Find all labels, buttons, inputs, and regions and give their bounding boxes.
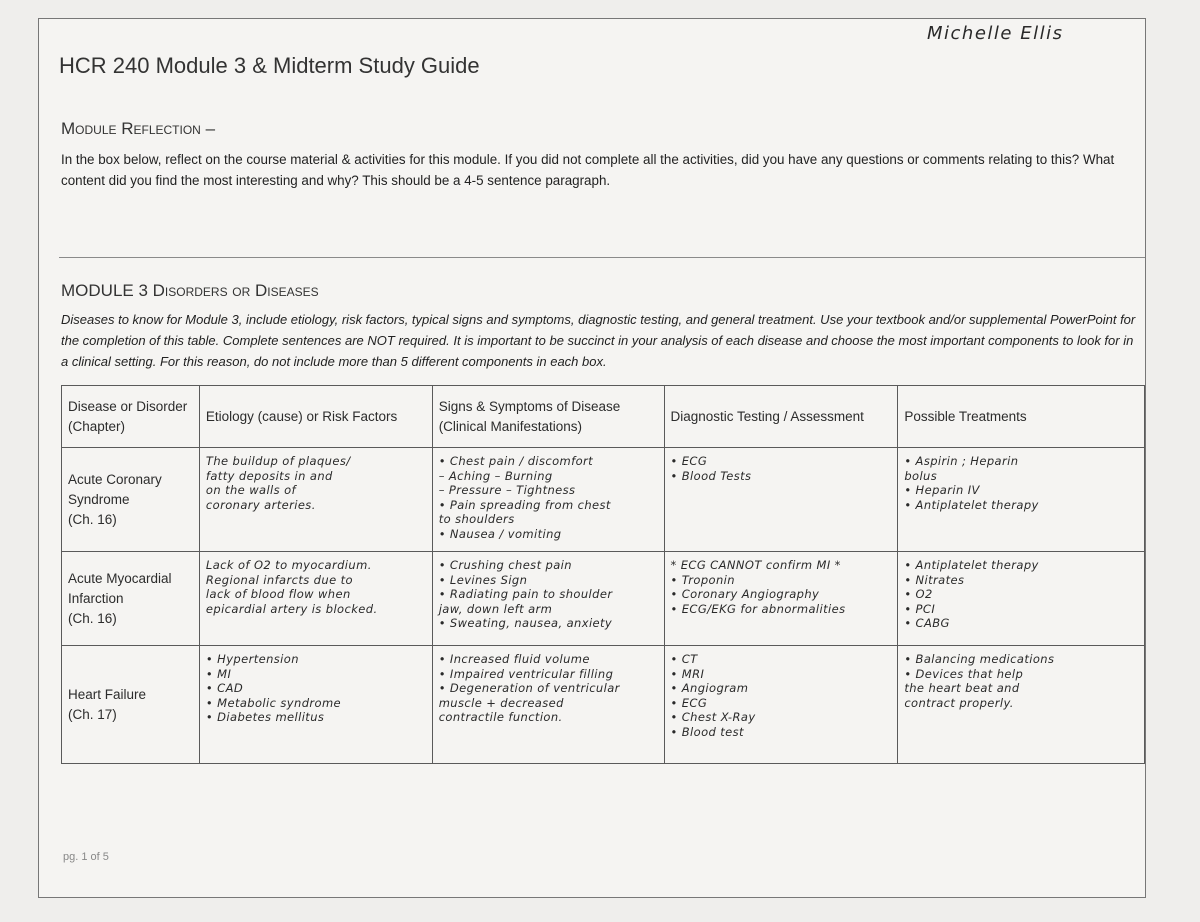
symptoms-line: • Impaired ventricular filling	[438, 666, 614, 681]
etiology-line: fatty deposits in and	[205, 468, 333, 483]
treatments-line: • Antiplatelet therapy	[904, 558, 1039, 572]
disease-line: Heart Failure	[68, 686, 147, 702]
etiology-line: lack of blood flow when	[205, 587, 351, 601]
symptoms-line: • Degeneration of ventricular	[438, 681, 620, 695]
treatments-line: • Aspirin ; Heparin	[904, 454, 1019, 468]
disease-line: (Ch. 17)	[68, 706, 117, 722]
table-body	[62, 448, 1145, 764]
disease-table	[61, 385, 1145, 764]
treatments-line: bolus	[904, 468, 938, 483]
disease-line: (Ch. 16)	[68, 610, 117, 626]
document-title: HCR 240 Module 3 & Midterm Study Guide	[59, 53, 480, 78]
disease-line: Acute Myocardial	[68, 570, 172, 586]
treatments-line: the heart beat and	[904, 681, 1020, 695]
reflection-instructions: In the box below, reflect on the course material & activities for this module. If you did not complete all the activities, did you have any questions or comments relating to this? What content did you find the most interesting and why? This should be a 4-5 sentence paragraph.	[61, 152, 1115, 188]
disease-line: Syndrome	[68, 491, 130, 507]
etiology-cell	[199, 448, 432, 552]
etiology-line: epicardial artery is blocked.	[205, 601, 378, 616]
etiology-line: coronary arteries.	[205, 497, 316, 512]
study-guide-page	[38, 18, 1146, 898]
diagnostics-line: • ECG	[670, 454, 708, 468]
treatments-cell	[898, 552, 1145, 646]
treatments-line: • O2	[904, 587, 933, 601]
disease-line: (Ch. 16)	[68, 511, 117, 527]
treatments-line: • Balancing medications	[904, 652, 1055, 666]
diagnostics-line: • CT	[670, 652, 698, 666]
etiology-line: • Metabolic syndrome	[205, 695, 342, 710]
symptoms-line: • Radiating pain to shoulder	[438, 587, 613, 601]
treatments-cell	[898, 448, 1145, 552]
symptoms-line: to shoulders	[438, 512, 515, 526]
page-number: pg. 1 of 5	[63, 851, 109, 863]
header-etiology: Etiology (cause) or Risk Factors	[199, 386, 432, 448]
diagnostics-line: • Chest X-Ray	[670, 710, 756, 724]
header-treatments: Possible Treatments	[898, 386, 1145, 448]
symptoms-line: • Increased fluid volume	[438, 652, 590, 666]
table-row	[62, 646, 1145, 764]
diagnostics-cell	[664, 646, 898, 764]
reflection-heading: Module Reflection –	[61, 119, 216, 138]
header-disease: Disease or Disorder (Chapter)	[62, 386, 200, 448]
symptoms-cell	[432, 646, 664, 764]
treatments-cell	[898, 646, 1145, 764]
header-symptoms: Signs & Symptoms of Disease (Clinical Manifestations)	[432, 386, 664, 448]
symptoms-line: • Crushing chest pain	[438, 558, 572, 572]
diagnostics-line: • Blood test	[670, 724, 744, 739]
diagnostics-cell	[664, 552, 898, 646]
symptoms-line: – Pressure – Tightness	[438, 483, 576, 497]
diagnostics-line: • Troponin	[670, 572, 735, 587]
diagnostics-line: * ECG CANNOT confirm MI *	[670, 558, 841, 572]
symptoms-line: muscle + decreased	[438, 695, 564, 710]
treatments-line: • Antiplatelet therapy	[904, 497, 1039, 512]
treatments-line: contract properly.	[904, 695, 1014, 710]
etiology-line: • CAD	[205, 681, 244, 695]
disease-cell	[62, 448, 200, 552]
etiology-line: • MI	[205, 666, 232, 681]
student-name-signature: Michelle Ellis	[927, 23, 1064, 44]
header-diagnostics: Diagnostic Testing / Assessment	[664, 386, 898, 448]
table-header-row	[62, 386, 1145, 448]
disease-line: Infarction	[68, 590, 124, 606]
diagnostics-line: • ECG/EKG for abnormalities	[670, 601, 846, 616]
symptoms-line: • Pain spreading from chest	[438, 497, 611, 512]
etiology-cell	[199, 552, 432, 646]
disease-line: Acute Coronary	[68, 471, 162, 487]
table-row	[62, 448, 1145, 552]
section-divider	[59, 257, 1145, 258]
symptoms-line: • Levines Sign	[438, 572, 528, 587]
diagnostics-line: • ECG	[670, 695, 708, 710]
disease-cell	[62, 552, 200, 646]
module3-heading: MODULE 3 Disorders or Diseases	[61, 281, 319, 300]
diagnostics-line: • Coronary Angiography	[670, 587, 820, 601]
etiology-line: Lack of O2 to myocardium.	[205, 558, 372, 572]
etiology-line: The buildup of plaques/	[205, 454, 351, 468]
symptoms-line: • Nausea / vomiting	[438, 526, 562, 541]
treatments-line: • CABG	[904, 616, 950, 630]
symptoms-line: • Chest pain / discomfort	[438, 454, 594, 468]
symptoms-line: contractile function.	[438, 710, 563, 724]
etiology-line: on the walls of	[205, 483, 296, 497]
symptoms-cell	[432, 552, 664, 646]
etiology-line: • Hypertension	[205, 652, 299, 666]
symptoms-cell	[432, 448, 664, 552]
symptoms-line: – Aching – Burning	[438, 468, 553, 483]
etiology-cell	[199, 646, 432, 764]
treatments-line: • Nitrates	[904, 572, 965, 587]
module3-instructions: Diseases to know for Module 3, include etiology, risk factors, typical signs and symptoms, diagnostic testing, and general treatment. Use your textbook and/or supplemental PowerPoint for the completion of this table. Complete sentences are NOT required. It is important to be succinct in your analysis of each disease and choose the most important components to look for in a clinical setting. For this reason, do not include more than 5 different components in each box.	[61, 312, 1136, 369]
treatments-line: • PCI	[904, 601, 936, 616]
diagnostics-line: • MRI	[670, 666, 705, 681]
diagnostics-cell	[664, 448, 898, 552]
diagnostics-line: • Blood Tests	[670, 468, 752, 483]
etiology-line: Regional infarcts due to	[205, 572, 353, 587]
etiology-line: • Diabetes mellitus	[205, 710, 325, 724]
symptoms-line: jaw, down left arm	[438, 601, 553, 616]
symptoms-line: • Sweating, nausea, anxiety	[438, 616, 613, 630]
treatments-line: • Devices that help	[904, 666, 1024, 681]
treatments-line: • Heparin IV	[904, 483, 980, 497]
disease-cell	[62, 646, 200, 764]
table-row	[62, 552, 1145, 646]
diagnostics-line: • Angiogram	[670, 681, 749, 695]
